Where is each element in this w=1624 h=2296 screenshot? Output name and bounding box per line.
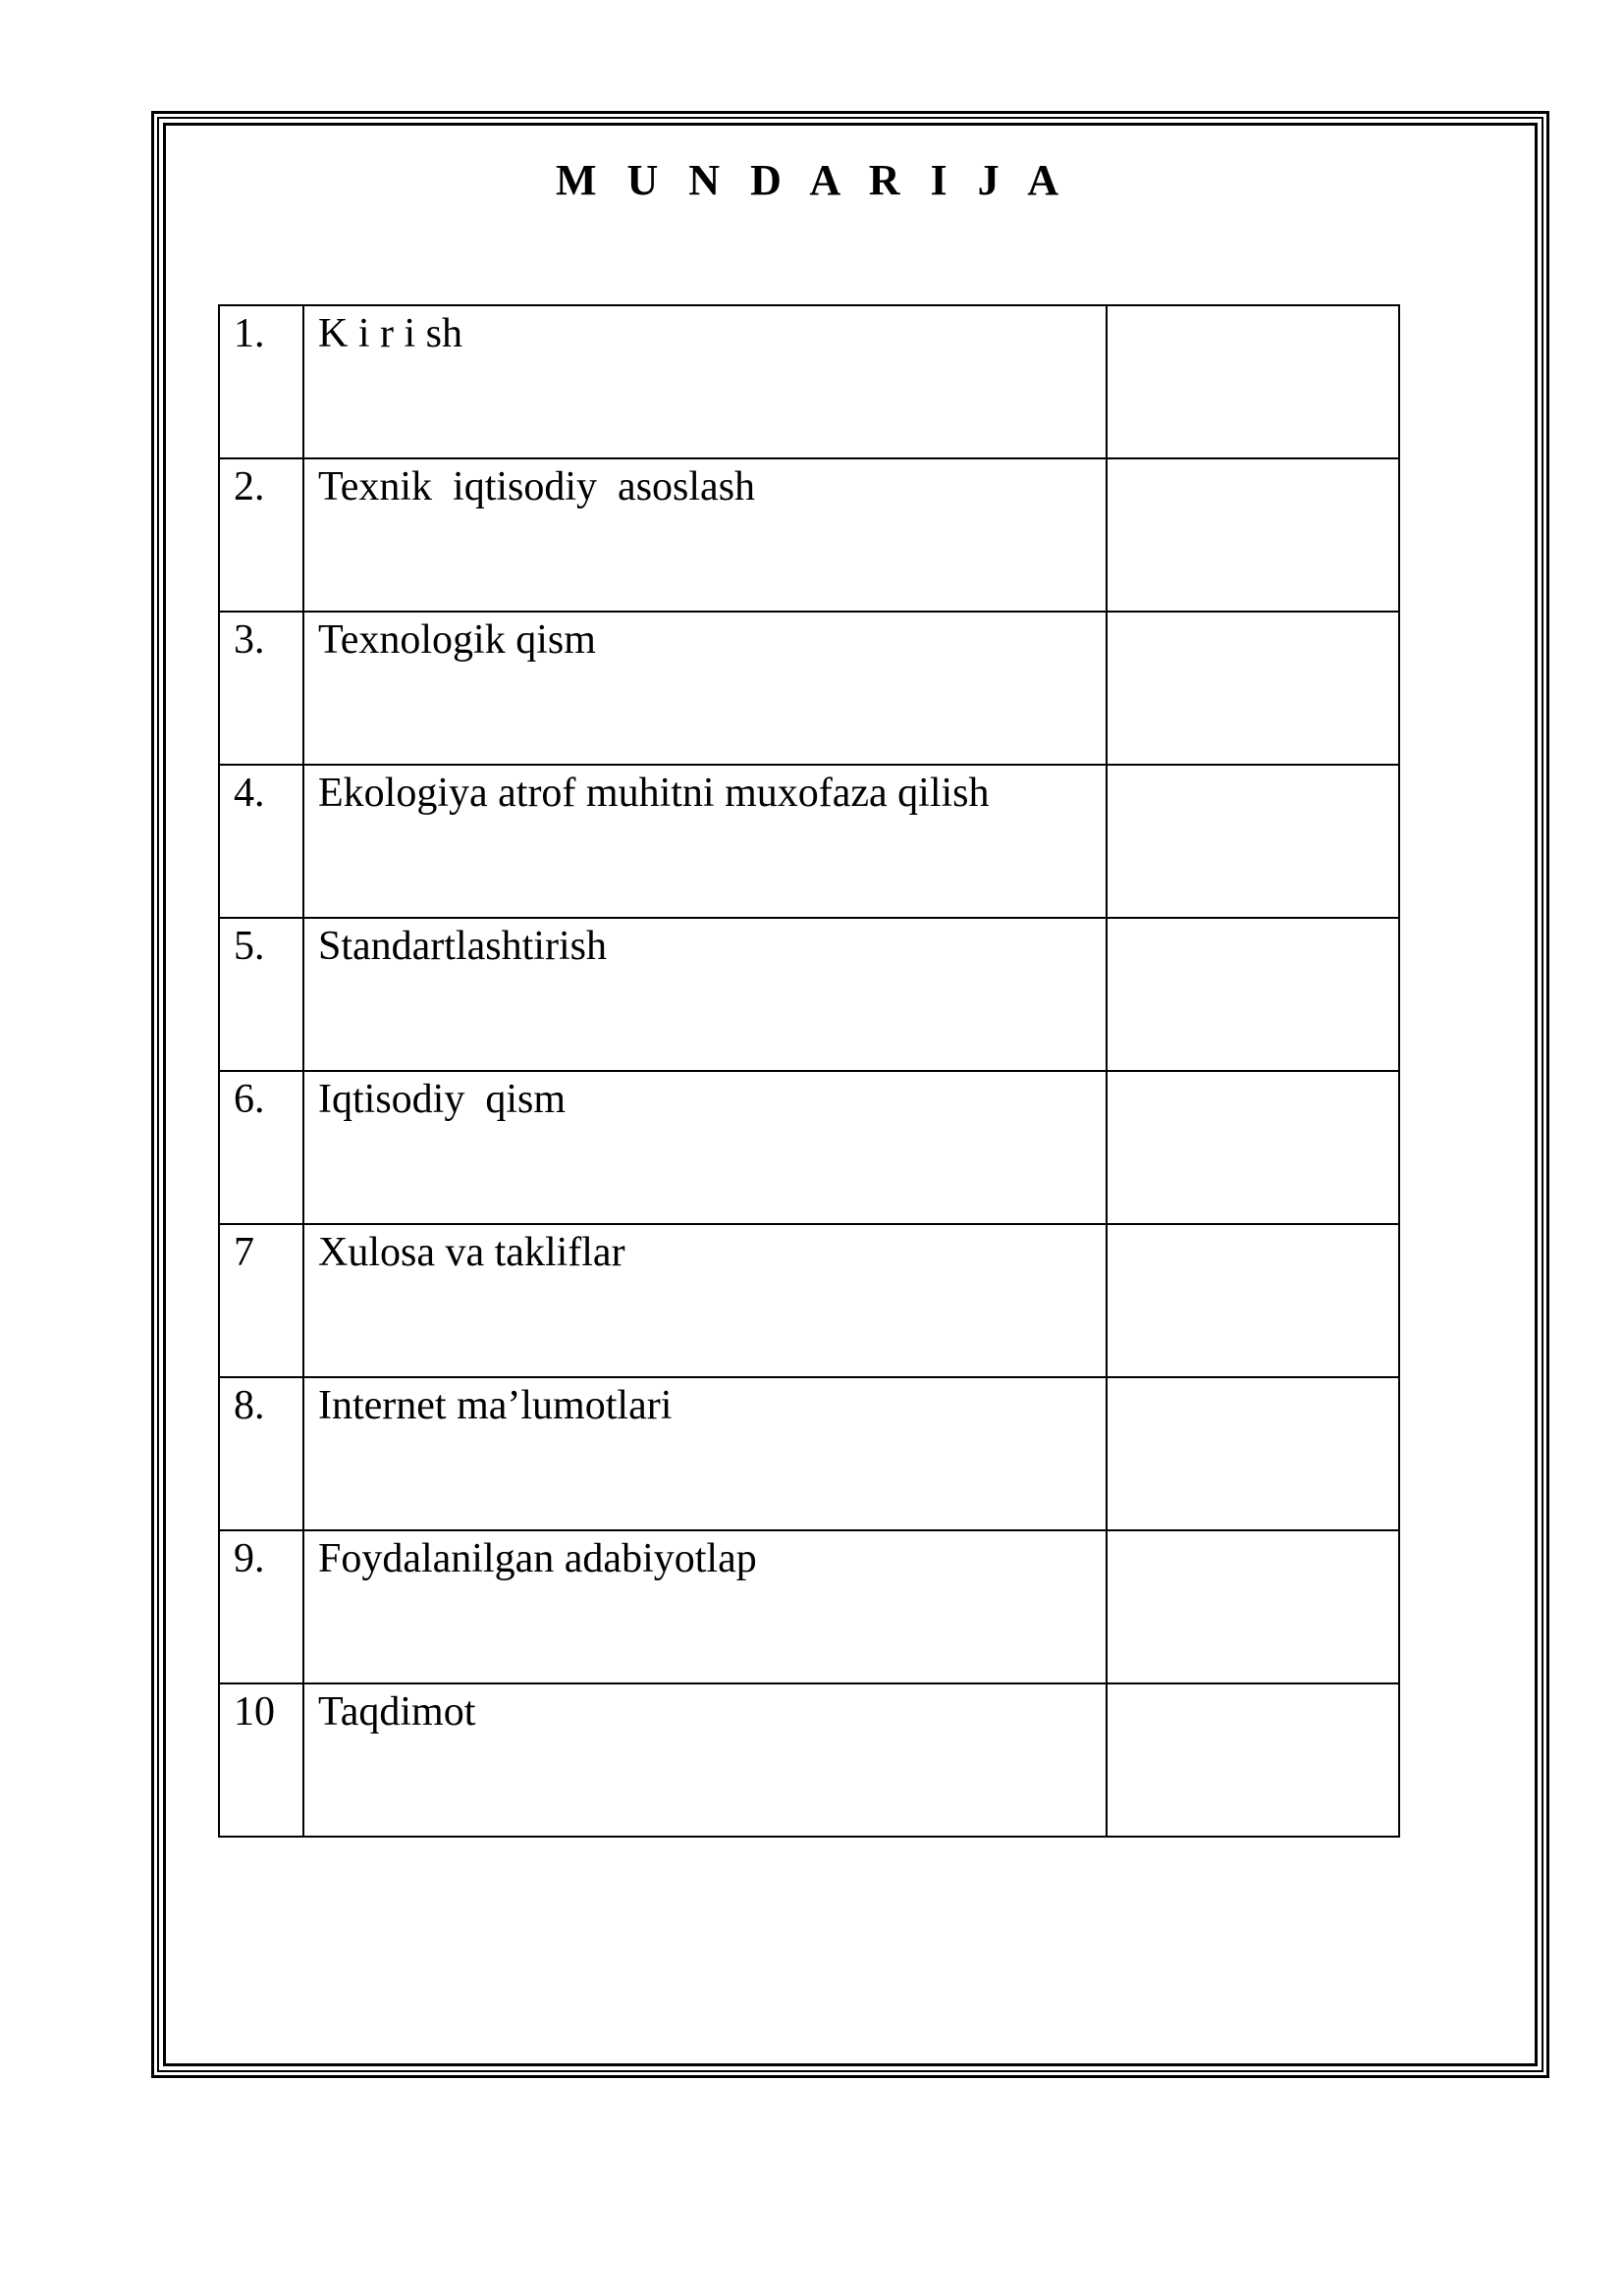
row-page	[1108, 1378, 1398, 1380]
row-number: 3.	[234, 617, 265, 663]
row-title: Standartlashtirish	[318, 924, 607, 969]
row-number-cell	[219, 1683, 303, 1837]
row-page-cell	[1107, 612, 1399, 765]
row-page	[1108, 919, 1398, 921]
row-title: Taqdimot	[318, 1689, 476, 1735]
row-page	[1108, 766, 1398, 768]
row-title-cell	[303, 1224, 1107, 1377]
row-number: 2.	[234, 464, 265, 509]
row-page-cell	[1107, 1683, 1399, 1837]
row-page-cell	[1107, 918, 1399, 1071]
row-title: Texnik iqtisodiy asoslash	[318, 464, 756, 509]
table-row	[219, 305, 1399, 458]
row-title: Internet ma’lumotlari	[318, 1383, 673, 1428]
row-title: Ekologiya atrof muhitni muxofaza qilish	[318, 771, 990, 816]
table-row	[219, 1224, 1399, 1377]
row-title: Texnologik qism	[318, 617, 596, 663]
row-title: Xulosa va takliflar	[318, 1230, 625, 1275]
row-page-cell	[1107, 458, 1399, 612]
row-number: 1.	[234, 311, 265, 356]
row-title: K i r i sh	[318, 311, 462, 356]
row-page	[1108, 1684, 1398, 1686]
row-number: 7	[234, 1230, 254, 1275]
row-title-cell	[303, 1377, 1107, 1530]
row-title-cell	[303, 1071, 1107, 1224]
row-number-cell	[219, 918, 303, 1071]
row-title-cell	[303, 1530, 1107, 1683]
row-page-cell	[1107, 1530, 1399, 1683]
table-row	[219, 1071, 1399, 1224]
row-number-cell	[219, 305, 303, 458]
row-page-cell	[1107, 765, 1399, 918]
row-title-cell	[303, 612, 1107, 765]
table-row	[219, 1377, 1399, 1530]
row-title: Foydalanilgan adabiyotlap	[318, 1536, 757, 1581]
row-page-cell	[1107, 1377, 1399, 1530]
row-title-cell	[303, 305, 1107, 458]
row-page	[1108, 1225, 1398, 1227]
row-number-cell	[219, 1377, 303, 1530]
table-row	[219, 612, 1399, 765]
row-number-cell	[219, 1530, 303, 1683]
row-number: 5.	[234, 924, 265, 969]
row-number-cell	[219, 458, 303, 612]
row-page	[1108, 1072, 1398, 1074]
table-row	[219, 1683, 1399, 1837]
row-page	[1108, 1531, 1398, 1533]
row-number-cell	[219, 1071, 303, 1224]
row-number-cell	[219, 765, 303, 918]
table-of-contents	[218, 304, 1400, 1838]
row-page	[1108, 613, 1398, 614]
row-page-cell	[1107, 1071, 1399, 1224]
table-row	[219, 1530, 1399, 1683]
row-title: Iqtisodiy qism	[318, 1077, 567, 1122]
row-page	[1108, 306, 1398, 308]
row-number-cell	[219, 612, 303, 765]
row-number: 9.	[234, 1536, 265, 1581]
row-number: 8.	[234, 1383, 265, 1428]
row-number: 10	[234, 1689, 275, 1735]
row-title-cell	[303, 918, 1107, 1071]
row-page-cell	[1107, 1224, 1399, 1377]
row-number: 4.	[234, 771, 265, 816]
page-title: M U N D A R I J A	[555, 156, 1069, 204]
table-row	[219, 458, 1399, 612]
row-title-cell	[303, 458, 1107, 612]
row-number-cell	[219, 1224, 303, 1377]
row-page	[1108, 459, 1398, 461]
row-number: 6.	[234, 1077, 265, 1122]
table-row	[219, 918, 1399, 1071]
row-title-cell	[303, 765, 1107, 918]
row-title-cell	[303, 1683, 1107, 1837]
table-row	[219, 765, 1399, 918]
row-page-cell	[1107, 305, 1399, 458]
